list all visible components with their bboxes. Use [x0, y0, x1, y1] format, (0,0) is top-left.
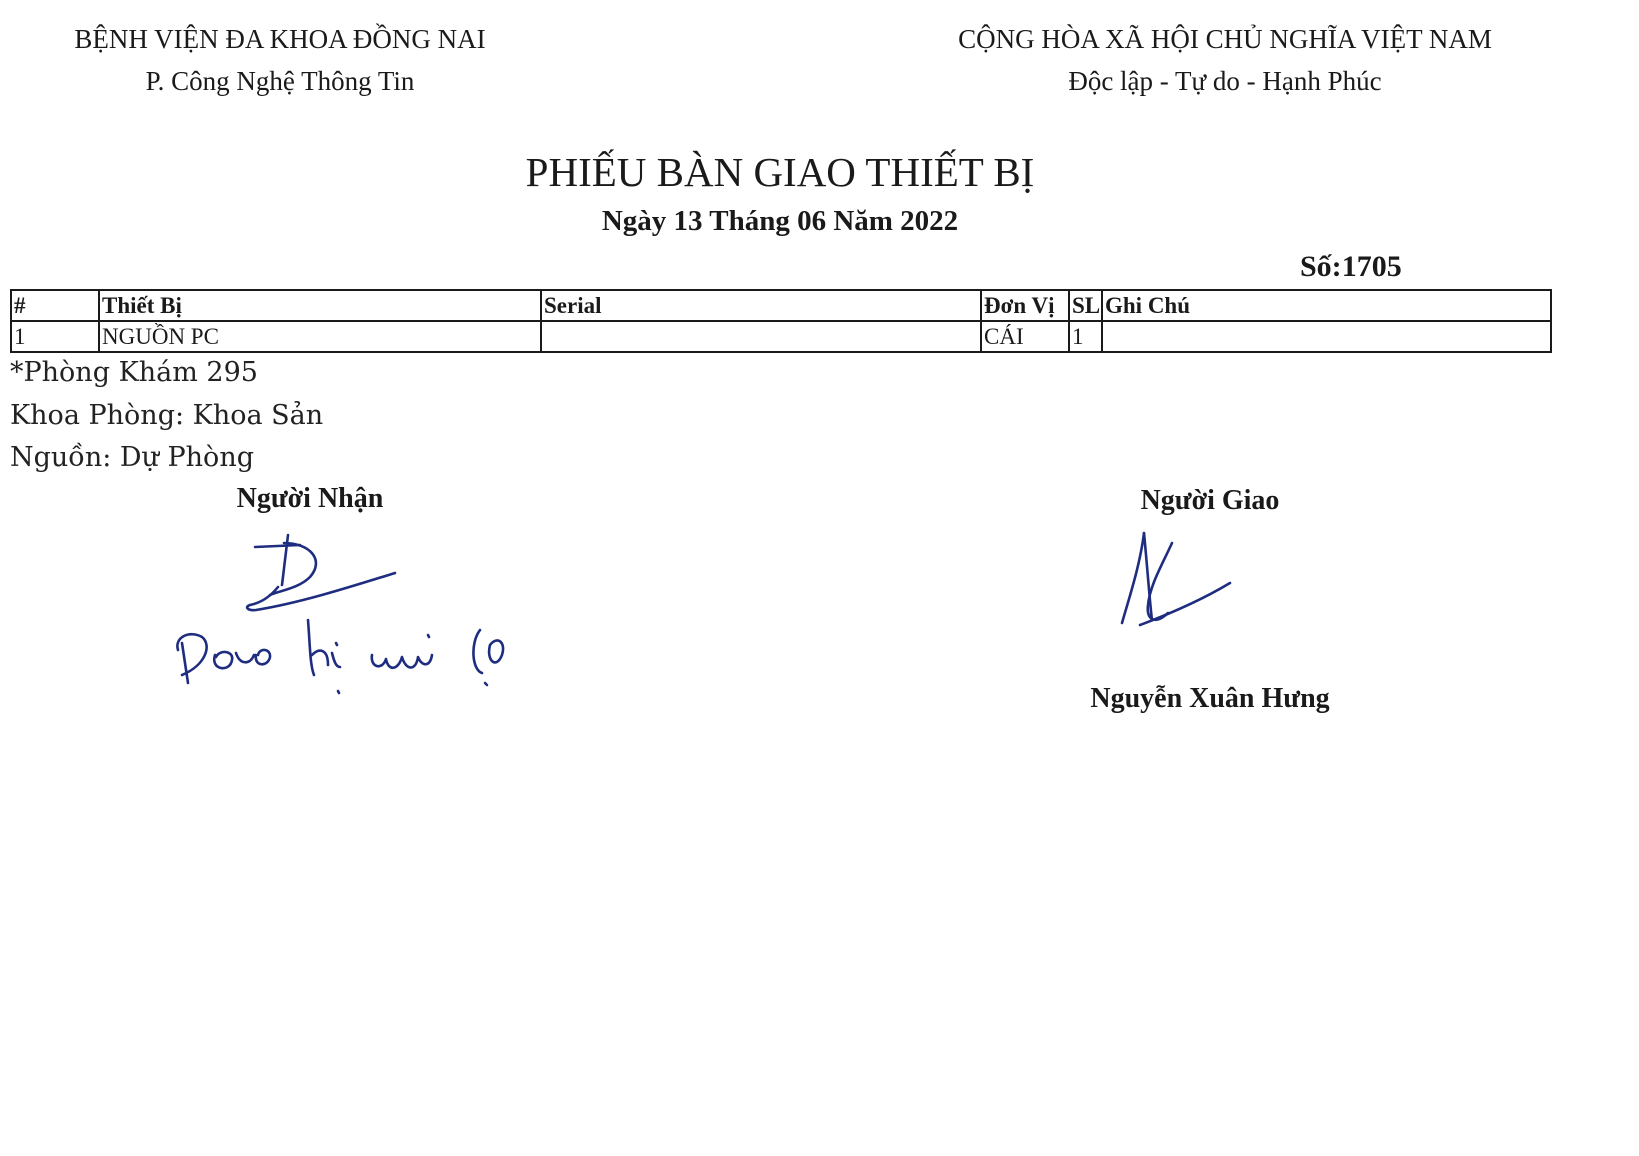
department-name: P. Công Nghệ Thông Tin [145, 66, 415, 96]
giver-label: Người Giao [1140, 485, 1280, 516]
column-header: Thiết Bị [99, 290, 541, 321]
document-title: PHIẾU BÀN GIAO THIẾT BỊ [525, 149, 1035, 195]
organization-header [20, 18, 540, 102]
department-line: Khoa Phòng: Khoa Sản [10, 400, 324, 431]
table-cell [1102, 321, 1551, 352]
document-number [1300, 250, 1500, 284]
source-line: Nguồn: Dự Phòng [10, 442, 254, 473]
receiver-label: Người Nhận [236, 483, 384, 514]
equipment-table [10, 289, 1552, 353]
receiver-signature [160, 525, 540, 705]
column-header: SL [1069, 290, 1102, 321]
column-header: # [11, 290, 99, 321]
table-cell: CÁI [981, 321, 1069, 352]
giver-name: Nguyễn Xuân Hưng [1090, 683, 1330, 714]
column-header: Đơn Vị [981, 290, 1069, 321]
column-header: Ghi Chú [1102, 290, 1551, 321]
clinic-line: *Phòng Khám 295 [10, 357, 258, 388]
giver-signature [1100, 525, 1280, 635]
table-cell: 1 [11, 321, 99, 352]
column-header: Serial [541, 290, 981, 321]
table-row [11, 321, 1551, 352]
document-number-value: 1705 [1341, 250, 1402, 283]
hospital-name: BỆNH VIỆN ĐA KHOA ĐỒNG NAI [74, 24, 486, 54]
table-cell [541, 321, 981, 352]
table-cell: 1 [1069, 321, 1102, 352]
national-motto: Độc lập - Tự do - Hạnh Phúc [1068, 66, 1382, 96]
table-header-row [11, 290, 1551, 321]
national-name: CỘNG HÒA XÃ HỘI CHỦ NGHĨA VIỆT NAM [958, 24, 1492, 54]
document-number-label: Số: [1300, 250, 1342, 283]
national-header [900, 18, 1550, 102]
document-date: Ngày 13 Tháng 06 Năm 2022 [601, 205, 959, 237]
table-cell: NGUỒN PC [99, 321, 541, 352]
